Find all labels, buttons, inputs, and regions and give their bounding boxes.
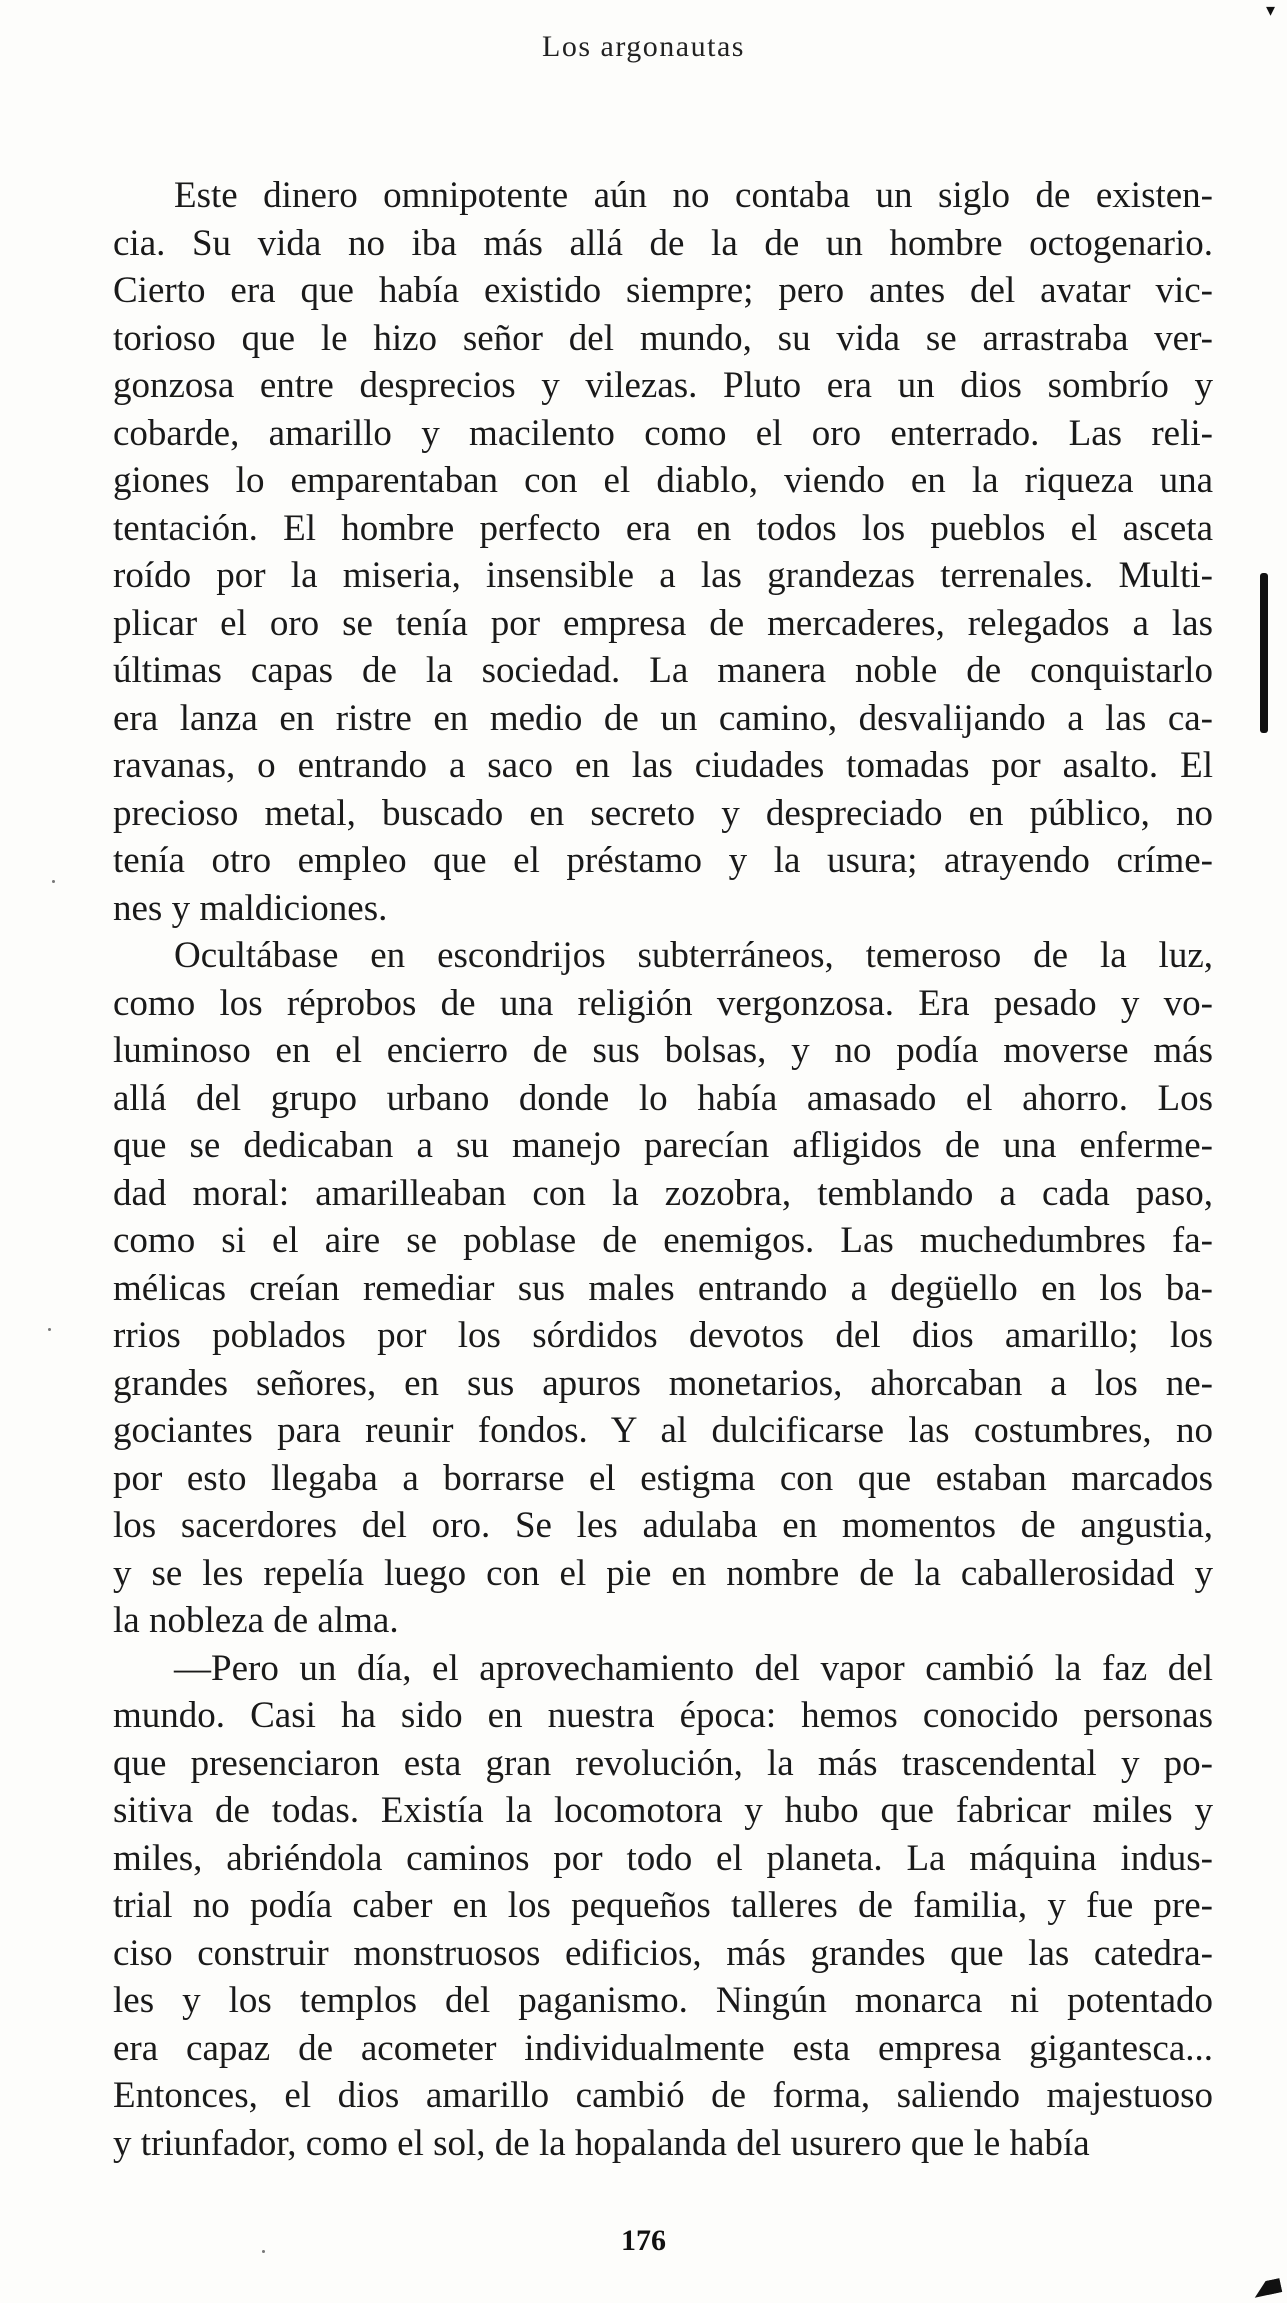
text-line: por esto llegaba a borrarse el estigma con que estaban marcados <box>113 1457 1213 1499</box>
text-line: ciso construir monstruosos edificios, más grandes que las catedra- <box>113 1932 1213 1974</box>
text-line: que se dedicaban a su manejo parecían afligidos de una enferme- <box>113 1125 1213 1166</box>
text-line: rrios poblados por los sórdidos devotos del dios amarillo; los <box>113 1315 1213 1356</box>
text-line: como si el aire se poblase de enemigos. Las muchedumbres fa- <box>113 1220 1213 1261</box>
margin-scan-mark <box>1260 573 1268 733</box>
text-line: roído por la miseria, insensible a las grandezas terrenales. Multi- <box>113 555 1213 596</box>
text-line: gonzosa entre desprecios y vilezas. Pluto era un dios sombrío y <box>113 365 1213 406</box>
text-line: miles, abriéndola caminos por todo el planeta. La máquina indus- <box>113 1837 1213 1879</box>
text-line: plicar el oro se tenía por empresa de mercaderes, relegados a las <box>113 602 1213 644</box>
scan-speck <box>52 880 55 883</box>
text-line: luminoso en el encierro de sus bolsas, y no podía moverse más <box>113 1030 1213 1071</box>
text-line: era lanza en ristre en medio de un camino, desvalijando a las ca- <box>113 697 1213 739</box>
text-line: allá del grupo urbano donde lo había amasado el ahorro. Los <box>113 1077 1213 1119</box>
text-line: que presenciaron esta gran revolución, la más trascendental y po- <box>113 1742 1213 1784</box>
text-line: trial no podía caber en los pequeños talleres de familia, y fue pre- <box>113 1885 1213 1926</box>
paragraph-1 <box>113 172 1213 932</box>
text-line: Cierto era que había existido siempre; pero antes del avatar vic- <box>113 270 1213 311</box>
text-line: y se les repelía luego con el pie en nombre de la caballerosidad y <box>113 1552 1213 1594</box>
text-line: como los réprobos de una religión vergonzosa. Era pesado y vo- <box>113 982 1213 1024</box>
text-line: ravanas, o entrando a saco en las ciudades tomadas por asalto. El <box>113 745 1213 786</box>
text-line: les y los templos del paganismo. Ningún monarca ni potentado <box>113 1980 1213 2021</box>
body-text <box>113 172 1213 2167</box>
paragraph-3 <box>113 1645 1213 2168</box>
text-line: cobarde, amarillo y macilento como el oro enterrado. Las reli- <box>113 412 1213 454</box>
text-line: y triunfador, como el sol, de la hopalanda del usurero que le había <box>113 2122 1090 2164</box>
paragraph-2 <box>113 932 1213 1645</box>
text-line: Entonces, el dios amarillo cambió de forma, saliendo majestuoso <box>113 2075 1213 2116</box>
text-line: tenía otro empleo que el préstamo y la usura; atrayendo críme- <box>113 840 1213 881</box>
text-line: torioso que le hizo señor del mundo, su vida se arrastraba ver- <box>113 317 1213 359</box>
page-number: 176 <box>621 2224 666 2257</box>
corner-tick-mark: ▾ <box>1265 0 1275 20</box>
text-line: sitiva de todas. Existía la locomotora y hubo que fabricar miles y <box>113 1790 1213 1831</box>
text-line: precioso metal, buscado en secreto y despreciado en público, no <box>113 792 1213 834</box>
text-line: gociantes para reunir fondos. Y al dulcificarse las costumbres, no <box>113 1410 1213 1451</box>
text-line: cia. Su vida no iba más allá de la de un hombre octogenario. <box>113 222 1213 264</box>
text-line: la nobleza de alma. <box>113 1600 399 1641</box>
text-line: Este dinero omnipotente aún no contaba un siglo de existen- <box>174 175 1213 216</box>
corner-page-curl <box>1252 2278 1282 2298</box>
text-line: últimas capas de la sociedad. La manera noble de conquistarlo <box>113 650 1213 691</box>
text-line: nes y maldiciones. <box>113 887 388 929</box>
text-line: grandes señores, en sus apuros monetarios, ahorcaban a los ne- <box>113 1362 1213 1404</box>
text-line: era capaz de acometer individualmente esta empresa gigantesca... <box>113 2027 1213 2069</box>
text-line: giones lo emparentaban con el diablo, viendo en la riqueza una <box>113 460 1213 501</box>
scan-speck <box>48 1328 51 1331</box>
running-head-title: Los argonautas <box>542 30 745 63</box>
text-line: —Pero un día, el aprovechamiento del vapor cambió la faz del <box>174 1647 1213 1689</box>
text-line: los sacerdores del oro. Se les adulaba en momentos de angustia, <box>113 1505 1213 1546</box>
text-line: mélicas creían remediar sus males entrando a degüello en los ba- <box>113 1267 1213 1309</box>
text-line: mundo. Casi ha sido en nuestra época: hemos conocido personas <box>113 1695 1213 1736</box>
text-line: tentación. El hombre perfecto era en todos los pueblos el asceta <box>113 507 1213 549</box>
text-line: Ocultábase en escondrijos subterráneos, temeroso de la luz, <box>174 935 1213 976</box>
text-line: dad moral: amarilleaban con la zozobra, temblando a cada paso, <box>113 1172 1213 1214</box>
